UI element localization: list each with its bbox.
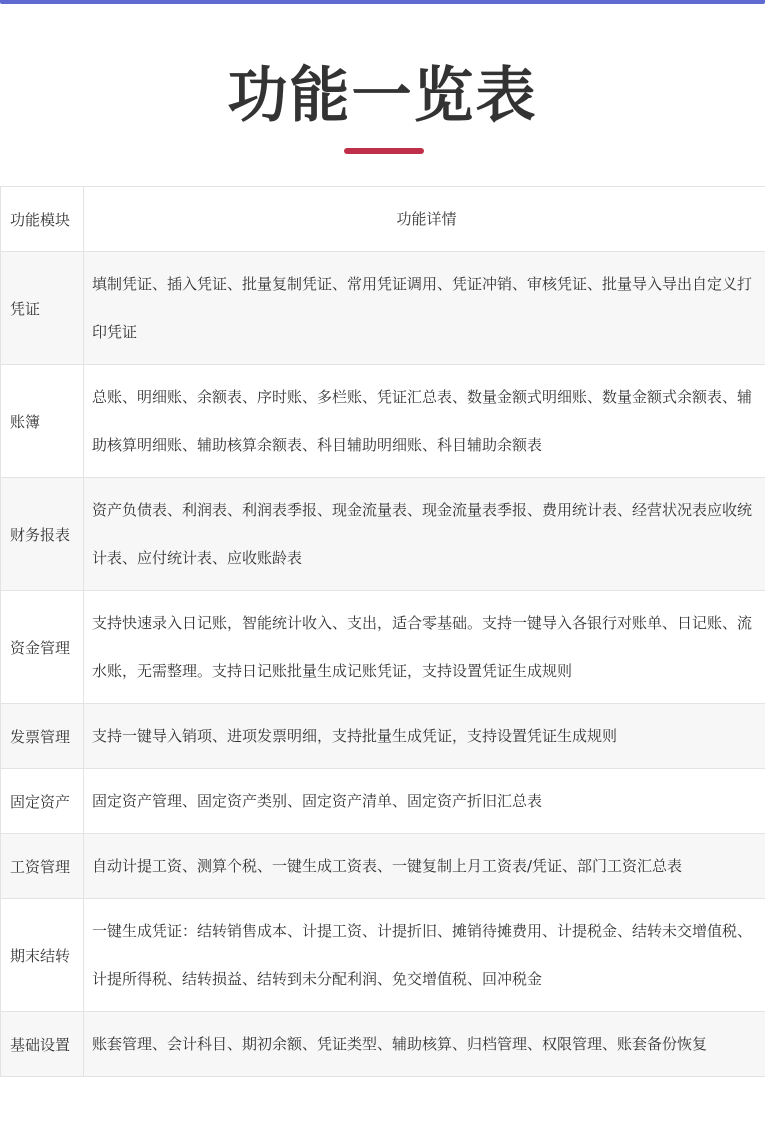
header-module: 功能模块 <box>1 187 84 252</box>
feature-table <box>0 186 765 1077</box>
detail-cell: 一键生成凭证：结转销售成本、计提工资、计提折旧、摊销待摊费用、计提税金、结转未交增值税、计提所得税、结转损益、结转到未分配利润、免交增值税、回冲税金 <box>84 899 765 1012</box>
table-row <box>1 252 765 365</box>
top-accent-bar <box>0 0 765 4</box>
detail-cell: 支持一键导入销项、进项发票明细，支持批量生成凭证，支持设置凭证生成规则 <box>84 704 765 769</box>
module-cell: 期末结转 <box>1 899 84 1012</box>
module-cell: 财务报表 <box>1 478 84 591</box>
detail-cell: 支持快速录入日记账，智能统计收入、支出，适合零基础。支持一键导入各银行对账单、日记账、流水账，无需整理。支持日记账批量生成记账凭证，支持设置凭证生成规则 <box>84 591 765 704</box>
module-cell: 资金管理 <box>1 591 84 704</box>
table-row <box>1 899 765 1012</box>
title-underline <box>344 148 424 154</box>
detail-cell: 总账、明细账、余额表、序时账、多栏账、凭证汇总表、数量金额式明细账、数量金额式余额表、辅助核算明细账、辅助核算余额表、科目辅助明细账、科目辅助余额表 <box>84 365 765 478</box>
table-row <box>1 365 765 478</box>
page-title: 功能一览表 <box>227 61 538 131</box>
module-cell: 账簿 <box>1 365 84 478</box>
detail-cell: 填制凭证、插入凭证、批量复制凭证、常用凭证调用、凭证冲销、审核凭证、批量导入导出自定义打印凭证 <box>84 252 765 365</box>
module-cell: 工资管理 <box>1 834 84 899</box>
module-cell: 固定资产 <box>1 769 84 834</box>
module-cell: 凭证 <box>1 252 84 365</box>
table-row <box>1 1012 765 1077</box>
detail-cell: 资产负债表、利润表、利润表季报、现金流量表、现金流量表季报、费用统计表、经营状况表应收统计表、应付统计表、应收账龄表 <box>84 478 765 591</box>
module-cell: 基础设置 <box>1 1012 84 1077</box>
header-detail: 功能详情 <box>84 187 765 252</box>
table-row <box>1 769 765 834</box>
table-row <box>1 834 765 899</box>
table-row <box>1 591 765 704</box>
module-cell: 发票管理 <box>1 704 84 769</box>
detail-cell: 固定资产管理、固定资产类别、固定资产清单、固定资产折旧汇总表 <box>84 769 765 834</box>
detail-cell: 账套管理、会计科目、期初余额、凭证类型、辅助核算、归档管理、权限管理、账套备份恢复 <box>84 1012 765 1077</box>
table-row <box>1 478 765 591</box>
table-header-row <box>1 187 765 252</box>
detail-cell: 自动计提工资、测算个税、一键生成工资表、一键复制上月工资表/凭证、部门工资汇总表 <box>84 834 765 899</box>
table-row <box>1 704 765 769</box>
